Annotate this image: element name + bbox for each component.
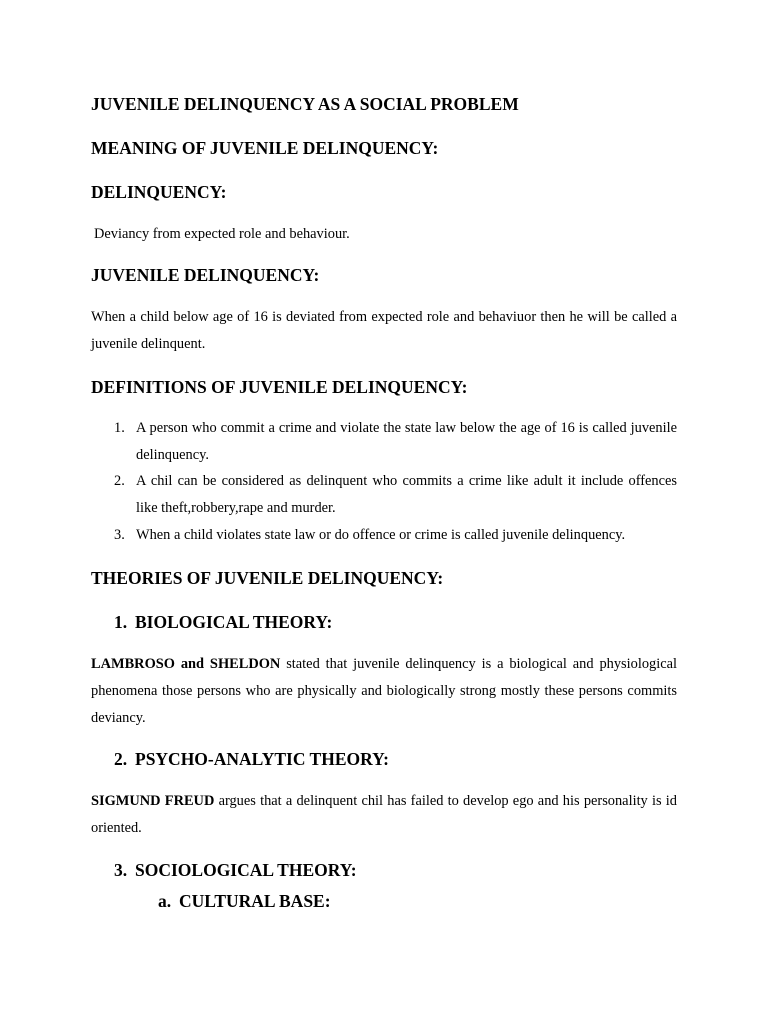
theories-heading: THEORIES OF JUVENILE DELINQUENCY: xyxy=(91,568,444,588)
definition-item xyxy=(114,522,677,549)
definition-item xyxy=(114,415,677,469)
theory-authors: SIGMUND FREUD xyxy=(91,793,215,809)
definition-item xyxy=(114,468,677,522)
definition-text: When a child violates state law or do offence or crime is called juvenile delinquency. xyxy=(136,527,626,543)
theory-title: PSYCHO-ANALYTIC THEORY: xyxy=(135,749,389,769)
juvenile-delinquency-heading: JUVENILE DELINQUENCY: xyxy=(91,265,320,285)
document-title: JUVENILE DELINQUENCY AS A SOCIAL PROBLEM xyxy=(91,94,519,114)
theory-heading-biological xyxy=(114,612,332,632)
theory-title: SOCIOLOGICAL THEORY: xyxy=(135,860,357,880)
theory-text: stated that juvenile delinquency is a biological and physiological phenomena those persons who are physically and biologically strong mostly these persons commits deviancy. xyxy=(91,656,677,726)
theory-heading-sociological xyxy=(114,860,357,880)
definition-number: 3. xyxy=(114,527,125,543)
juvenile-delinquency-definition: When a child below age of 16 is deviated from expected role and behaviuor then he will be called a juvenile delinquent. xyxy=(91,309,677,352)
theory-number: 2. xyxy=(114,749,128,769)
definition-text: A chil can be considered as delinquent who commits a crime like adult it include offences like theft,robbery,rape and murder. xyxy=(136,473,677,516)
definition-number: 2. xyxy=(114,473,125,489)
definition-number: 1. xyxy=(114,420,125,436)
subtheory-title: CULTURAL BASE: xyxy=(179,891,331,911)
theory-authors: LAMBROSO and SHELDON xyxy=(91,656,281,672)
theory-number: 1. xyxy=(114,612,128,632)
theory-paragraph-psychoanalytic xyxy=(91,788,677,842)
definitions-heading: DEFINITIONS OF JUVENILE DELINQUENCY: xyxy=(91,377,468,397)
subtheory-letter: a. xyxy=(158,891,172,911)
subtheory-heading-cultural-base xyxy=(158,891,331,911)
meaning-heading: MEANING OF JUVENILE DELINQUENCY: xyxy=(91,138,439,158)
theory-title: BIOLOGICAL THEORY: xyxy=(135,612,333,632)
delinquency-definition: Deviancy from expected role and behaviour. xyxy=(94,226,350,242)
definition-text: A person who commit a crime and violate the state law below the age of 16 is called juvenile delinquency. xyxy=(136,420,677,463)
delinquency-heading: DELINQUENCY: xyxy=(91,182,227,202)
theory-paragraph-biological xyxy=(91,651,677,732)
theory-heading-psychoanalytic xyxy=(114,749,389,769)
theory-text: argues that a delinquent chil has failed to develop ego and his personality is id oriented. xyxy=(91,793,677,836)
theory-number: 3. xyxy=(114,860,128,880)
